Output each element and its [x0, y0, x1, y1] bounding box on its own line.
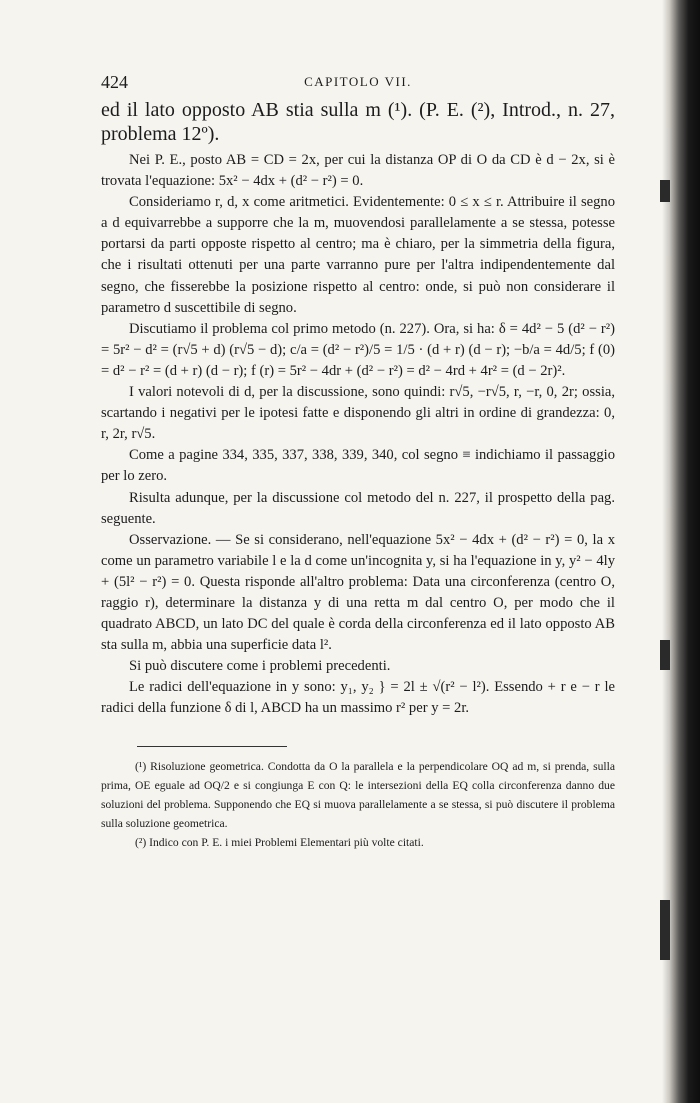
paragraph-discuss: Si può discutere come i problemi precedenti. [129, 658, 391, 675]
paragraph-result: Risulta adunque, per la discussione col metodo del n. 227, il prospetto della pag. seguente. [101, 489, 615, 527]
book-page [101, 68, 615, 852]
chapter-title: CAPITOLO VII. [304, 74, 412, 89]
paragraph-pages: Come a pagine 334, 335, 337, 338, 339, 340, col segno ≡ indichiamo il passaggio per lo zero. [101, 447, 615, 485]
scan-speck [660, 180, 670, 202]
footnote-divider [137, 746, 287, 747]
paragraph-roots: Le radici dell'equazione in y sono: y₁, y₂ } = 2l ± √(r² − l²). Essendo + r e − r le radici della funzione δ di l, ABCD ha un massimo r² per y = 2r. [101, 679, 615, 717]
paragraph-discussion: Discutiamo il problema col primo metodo (n. 227). Ora, si ha: δ = 4d² − 5 (d² − r²) = 5r² − d² = (r√5 + d) (r√5 − d); c/a = (d² − r²)/5 = 1/5 · (d + r) (d − r); −b/a = 4d/5; f (0) = d² − r² = (d + r) (d − r); f (r) = 5r² − 4dr + (d² − r²) = d² − 4rd + 4r² = (d − 2r)². [101, 320, 615, 379]
scan-speck [660, 900, 670, 960]
paragraph-arithmetic: Consideriamo r, d, x come aritmetici. Evidentemente: 0 ≤ x ≤ r. Attribuire il segno a d equivarrebbe a supporre che la m, muovendosi parallelamente a se stessa, potesse portarsi da parti opposte rispetto al centro; ma è chiaro, per la simmetria della figura, che i risultati ottenuti per una parte varranno pure per l'altra indipendentemente dal segno, che fisserebbe la posizione rispetto al centro: onde, si può non considerare il parametro d suscettibile di segno. [101, 194, 615, 316]
scan-speck [660, 640, 670, 670]
footnote-2: (²) Indico con P. E. i miei Problemi Elementari più volte citati. [135, 835, 424, 849]
paragraph-notable-values: I valori notevoli di d, per la discussione, sono quindi: r√5, −r√5, r, −r, 0, 2r; ossia, scartando i negativi per le ipotesi fatte e disponendo gli altri in ordine di grandezza: 0, r, 2r, r√5. [101, 384, 615, 443]
paragraph-observation: Osservazione. — Se si considerano, nell'equazione 5x² − 4dx + (d² − r²) = 0, la x come un parametro variabile l e la d come un'incognita y, si ha l'equazione in y, y² − 4ly + (5l² − r²) = 0. Questa risponde all'altro problema: Data una circonferenza (centro O, raggio r), determinare la distanza y di una retta m dal centro O, per modo che il quadrato ABCD, un lato DC del quale è corda della circonferenza ed il lato opposto AB sta sulla m, abbia una superficie data l². [101, 531, 615, 654]
main-text [101, 150, 615, 720]
lead-line: ed il lato opposto AB stia sulla m (¹). (P. E. (²), Introd., n. 27, problema 12º). [101, 99, 615, 145]
footnote-1: (¹) Risoluzione geometrica. Condotta da O la parallela e la perpendicolare OQ ad m, si prenda, sulla prima, OE eguale ad OQ/2 e si congiunga E con Q: le intersezioni della EQ colla circonferenza danno due soluzioni del problema. Supponendo che EQ si muova parallelamente a se stessa, si può discutere il problema sulla soluzione geometrica. [101, 759, 615, 830]
footnotes [101, 757, 615, 852]
paragraph-setup: Nei P. E., posto AB = CD = 2x, per cui la distanza OP di O da CD è d − 2x, si è trovata l'equazione: 5x² − 4dx + (d² − r²) = 0. [101, 152, 615, 190]
page-number: 424 [101, 72, 128, 92]
running-header [101, 68, 615, 92]
